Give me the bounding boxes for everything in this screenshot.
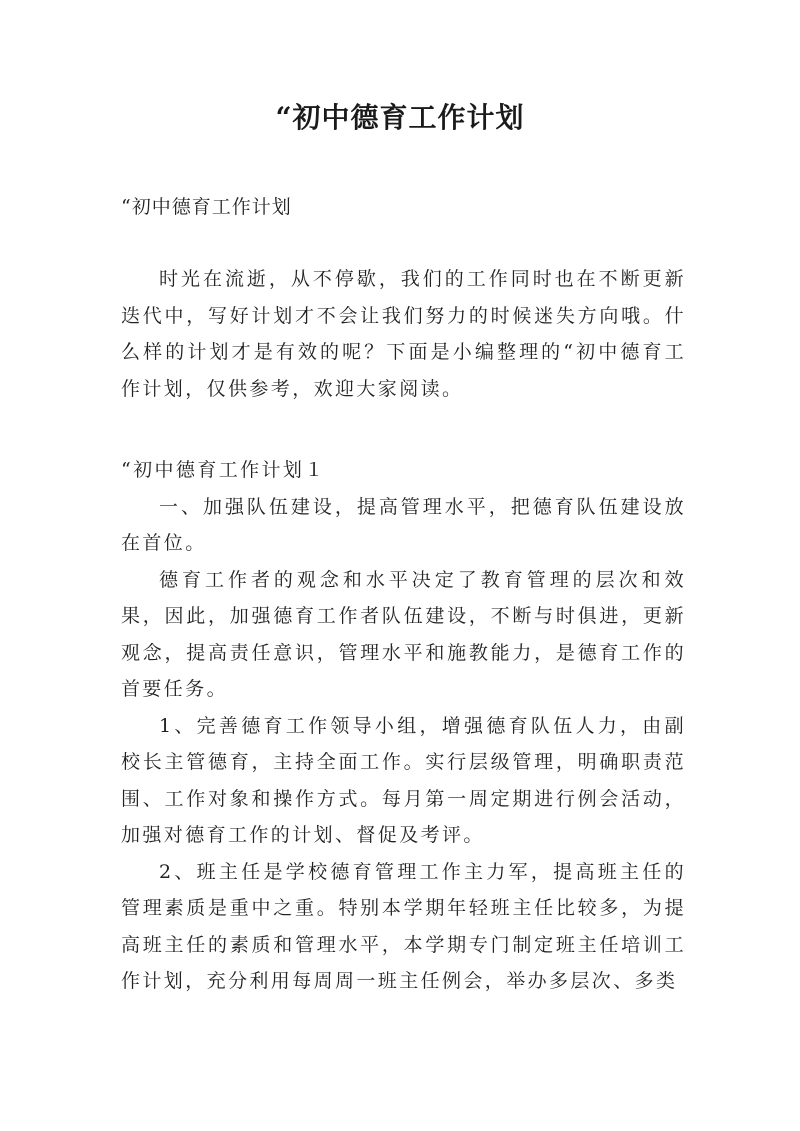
section-heading: “初中德育工作计划１ (121, 459, 326, 481)
section-1 (121, 452, 686, 1000)
paragraph: 1、完善德育工作领导小组，增强德育队伍人力，由副校长主管德育，主持全面工作。实行层级管理，明确职责范围、工作对象和操作方式。每月第一周定期进行例会活动，加强对德育工作的计划、督促及考评。 (121, 714, 686, 846)
intro-paragraph: 时光在流逝，从不停歇，我们的工作同时也在不断更新迭代中，写好计划才不会让我们努力的时候迷失方向哦。什么样的计划才是有效的呢？下面是小编整理的“初中德育工作计划，仅供参考，欢迎大家阅读。 (121, 268, 686, 400)
paragraph: 德育工作者的观念和水平决定了教育管理的层次和效果，因此，加强德育工作者队伍建设，不断与时俱进，更新观念，提高责任意识，管理水平和施教能力，是德育工作的首要任务。 (121, 568, 686, 700)
paragraph: 2、班主任是学校德育管理工作主力军，提高班主任的管理素质是重中之重。特别本学期年轻班主任比较多，为提高班主任的素质和管理水平，本学期专门制定班主任培训工作计划，充分利用每周周一班主任例会，举办多层次、多类 (121, 860, 686, 992)
intro-block (121, 261, 686, 407)
document-subtitle: “初中德育工作计划 (121, 196, 292, 218)
paragraph: 一、加强队伍建设，提高管理水平，把德育队伍建设放在首位。 (121, 495, 686, 554)
document-title: “初中德育工作计划 (275, 101, 525, 134)
